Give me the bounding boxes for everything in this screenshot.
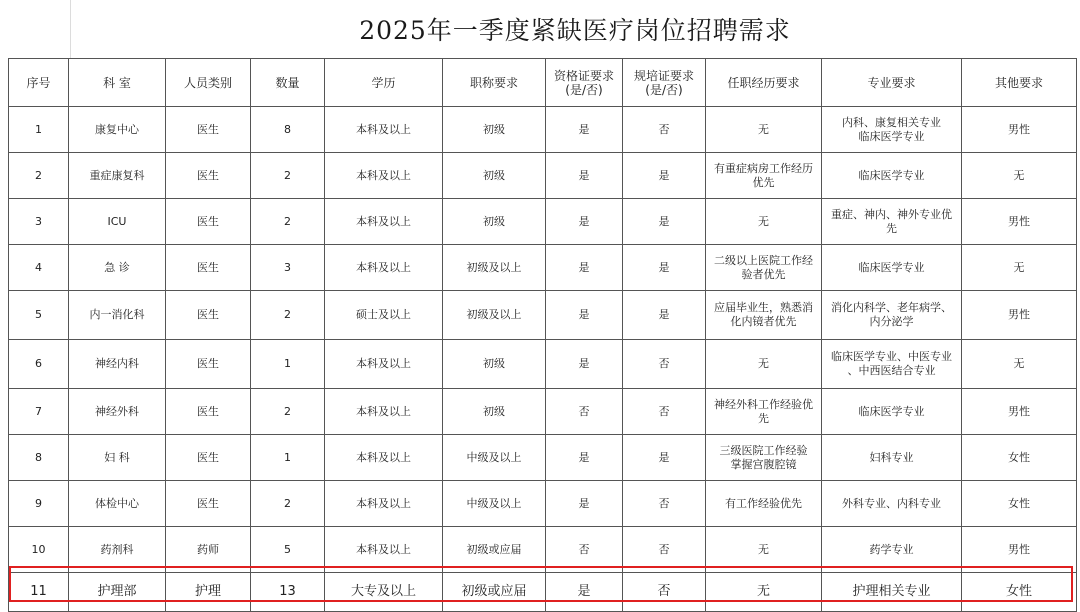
column-header: 其他要求	[962, 59, 1077, 107]
experience-req: 无	[706, 527, 822, 573]
headcount: 8	[251, 107, 325, 153]
table-row	[9, 389, 1077, 435]
title-req: 初级	[443, 199, 546, 245]
major-req: 临床医学专业、中医专业 、中西医结合专业	[822, 340, 962, 389]
qualification-cert-req: 是	[546, 153, 623, 199]
major-req: 消化内科学、老年病学、 内分泌学	[822, 291, 962, 340]
staff-category: 医生	[166, 153, 251, 199]
experience-req: 三级医院工作经验 掌握宫腹腔镜	[706, 435, 822, 481]
table-header-row	[9, 59, 1077, 107]
recruitment-table	[8, 58, 1077, 612]
department: 神经外科	[69, 389, 166, 435]
column-header: 专业要求	[822, 59, 962, 107]
row-number: 2	[9, 153, 69, 199]
headcount: 2	[251, 389, 325, 435]
title-req: 初级	[443, 153, 546, 199]
major-req: 内科、康复相关专业 临床医学专业	[822, 107, 962, 153]
education-req: 本科及以上	[325, 481, 443, 527]
table-row	[9, 107, 1077, 153]
qualification-cert-req: 否	[546, 389, 623, 435]
department: ICU	[69, 199, 166, 245]
column-header: 数量	[251, 59, 325, 107]
table-row	[9, 340, 1077, 389]
row-number: 11	[9, 573, 69, 612]
education-req: 本科及以上	[325, 199, 443, 245]
column-header: 人员类别	[166, 59, 251, 107]
title-req: 初级	[443, 389, 546, 435]
training-cert-req: 是	[623, 199, 706, 245]
department: 神经内科	[69, 340, 166, 389]
title-req: 中级及以上	[443, 481, 546, 527]
education-req: 本科及以上	[325, 340, 443, 389]
headcount: 2	[251, 291, 325, 340]
staff-category: 医生	[166, 481, 251, 527]
row-number: 1	[9, 107, 69, 153]
staff-category: 护理	[166, 573, 251, 612]
row-number: 5	[9, 291, 69, 340]
other-req: 男性	[962, 107, 1077, 153]
department: 重症康复科	[69, 153, 166, 199]
education-req: 本科及以上	[325, 435, 443, 481]
experience-req: 有工作经验优先	[706, 481, 822, 527]
staff-category: 医生	[166, 340, 251, 389]
major-req: 重症、神内、神外专业优 先	[822, 199, 962, 245]
column-header: 科 室	[69, 59, 166, 107]
staff-category: 医生	[166, 245, 251, 291]
qualification-cert-req: 是	[546, 245, 623, 291]
training-cert-req: 是	[623, 291, 706, 340]
experience-req: 应届毕业生，熟悉消 化内镜者优先	[706, 291, 822, 340]
title-left-cell	[8, 0, 71, 58]
qualification-cert-req: 是	[546, 481, 623, 527]
training-cert-req: 否	[623, 340, 706, 389]
training-cert-req: 否	[623, 527, 706, 573]
experience-req: 神经外科工作经验优 先	[706, 389, 822, 435]
other-req: 无	[962, 153, 1077, 199]
other-req: 男性	[962, 199, 1077, 245]
other-req: 无	[962, 245, 1077, 291]
table-body	[9, 107, 1077, 612]
experience-req: 无	[706, 107, 822, 153]
department: 康复中心	[69, 107, 166, 153]
column-header: 资格证要求 (是/否)	[546, 59, 623, 107]
staff-category: 医生	[166, 107, 251, 153]
experience-req: 无	[706, 340, 822, 389]
other-req: 男性	[962, 527, 1077, 573]
qualification-cert-req: 是	[546, 435, 623, 481]
training-cert-req: 否	[623, 107, 706, 153]
title-req: 初级及以上	[443, 291, 546, 340]
education-req: 大专及以上	[325, 573, 443, 612]
major-req: 护理相关专业	[822, 573, 962, 612]
training-cert-req: 是	[623, 435, 706, 481]
qualification-cert-req: 是	[546, 199, 623, 245]
column-header: 任职经历要求	[706, 59, 822, 107]
headcount: 5	[251, 527, 325, 573]
major-req: 临床医学专业	[822, 245, 962, 291]
title-req: 初级或应届	[443, 527, 546, 573]
qualification-cert-req: 是	[546, 107, 623, 153]
education-req: 本科及以上	[325, 527, 443, 573]
major-req: 临床医学专业	[822, 153, 962, 199]
row-number: 7	[9, 389, 69, 435]
row-number: 9	[9, 481, 69, 527]
experience-req: 有重症病房工作经历 优先	[706, 153, 822, 199]
department: 内一消化科	[69, 291, 166, 340]
department: 体检中心	[69, 481, 166, 527]
column-header: 职称要求	[443, 59, 546, 107]
staff-category: 医生	[166, 199, 251, 245]
major-req: 外科专业、内科专业	[822, 481, 962, 527]
training-cert-req: 否	[623, 573, 706, 612]
staff-category: 药师	[166, 527, 251, 573]
other-req: 女性	[962, 481, 1077, 527]
education-req: 本科及以上	[325, 245, 443, 291]
title-req: 初级	[443, 107, 546, 153]
department: 妇 科	[69, 435, 166, 481]
headcount: 2	[251, 153, 325, 199]
other-req: 男性	[962, 389, 1077, 435]
major-req: 妇科专业	[822, 435, 962, 481]
staff-category: 医生	[166, 435, 251, 481]
row-number: 6	[9, 340, 69, 389]
department: 急 诊	[69, 245, 166, 291]
qualification-cert-req: 是	[546, 340, 623, 389]
department: 药剂科	[69, 527, 166, 573]
qualification-cert-req: 是	[546, 573, 623, 612]
table-row	[9, 291, 1077, 340]
title-req: 中级及以上	[443, 435, 546, 481]
experience-req: 二级以上医院工作经 验者优先	[706, 245, 822, 291]
other-req: 无	[962, 340, 1077, 389]
headcount: 3	[251, 245, 325, 291]
table-row	[9, 435, 1077, 481]
row-number: 3	[9, 199, 69, 245]
training-cert-req: 是	[623, 153, 706, 199]
other-req: 男性	[962, 291, 1077, 340]
column-header: 学历	[325, 59, 443, 107]
major-req: 药学专业	[822, 527, 962, 573]
headcount: 2	[251, 199, 325, 245]
title-req: 初级及以上	[443, 245, 546, 291]
table-row	[9, 481, 1077, 527]
training-cert-req: 否	[623, 389, 706, 435]
headcount: 2	[251, 481, 325, 527]
column-header: 序号	[9, 59, 69, 107]
title-row	[0, 0, 1080, 58]
staff-category: 医生	[166, 389, 251, 435]
table-row	[9, 153, 1077, 199]
major-req: 临床医学专业	[822, 389, 962, 435]
table-row	[9, 527, 1077, 573]
table-row	[9, 245, 1077, 291]
education-req: 硕士及以上	[325, 291, 443, 340]
training-cert-req: 否	[623, 481, 706, 527]
row-number: 4	[9, 245, 69, 291]
staff-category: 医生	[166, 291, 251, 340]
department: 护理部	[69, 573, 166, 612]
education-req: 本科及以上	[325, 107, 443, 153]
education-req: 本科及以上	[325, 153, 443, 199]
other-req: 女性	[962, 573, 1077, 612]
headcount: 1	[251, 340, 325, 389]
qualification-cert-req: 是	[546, 291, 623, 340]
qualification-cert-req: 否	[546, 527, 623, 573]
title-req: 初级	[443, 340, 546, 389]
row-number: 8	[9, 435, 69, 481]
training-cert-req: 是	[623, 245, 706, 291]
page-title: 2025年一季度紧缺医疗岗位招聘需求	[359, 16, 791, 45]
column-header: 规培证要求 (是/否)	[623, 59, 706, 107]
headcount: 1	[251, 435, 325, 481]
row-number: 10	[9, 527, 69, 573]
other-req: 女性	[962, 435, 1077, 481]
experience-req: 无	[706, 199, 822, 245]
title-req: 初级或应届	[443, 573, 546, 612]
headcount: 13	[251, 573, 325, 612]
education-req: 本科及以上	[325, 389, 443, 435]
table-row	[9, 573, 1077, 612]
table-row	[9, 199, 1077, 245]
experience-req: 无	[706, 573, 822, 612]
